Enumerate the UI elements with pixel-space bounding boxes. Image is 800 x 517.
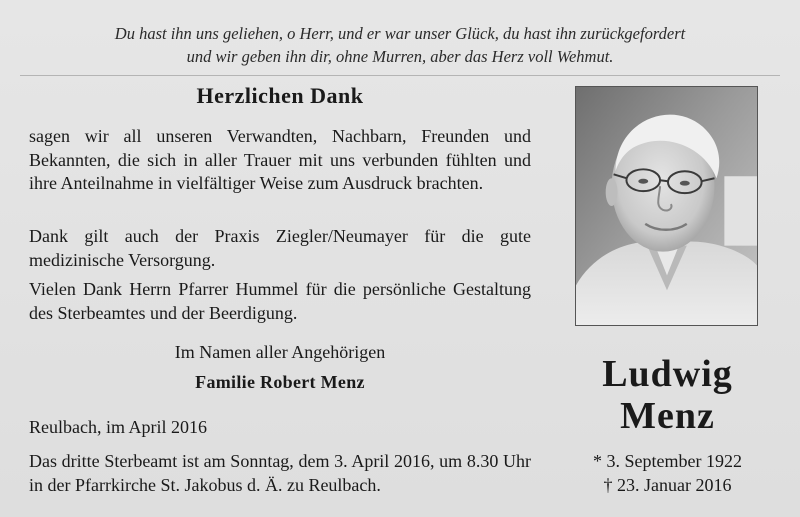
- divider: [20, 75, 780, 76]
- family-name: Familie Robert Menz: [195, 372, 365, 392]
- first-name: Ludwig: [602, 353, 733, 395]
- life-dates: [560, 450, 775, 497]
- thanks-paragraph-2: Dank gilt auch der Praxis Ziegler/Neumayer für die gute medizinische Versorgung.: [29, 226, 531, 270]
- place-date: Reulbach, im April 2016: [29, 417, 207, 437]
- portrait-image: [576, 87, 757, 325]
- deceased-name: [560, 353, 775, 437]
- verse: [20, 22, 780, 68]
- thanks-heading: Herzlichen Dank: [196, 83, 364, 108]
- thanks-paragraph-3: Vielen Dank Herrn Pfarrer Hummel für die persönliche Gestaltung des Sterbeamtes und der Beerdigung.: [29, 279, 531, 323]
- mass-notice: Das dritte Sterbeamt ist am Sonntag, dem 3. April 2016, um 8.30 Uhr in der Pfarrkirche St. Jakobus d. Ä. zu Reulbach.: [29, 451, 531, 495]
- last-name: Menz: [620, 395, 715, 437]
- signature-intro: Im Namen aller Angehörigen: [174, 342, 386, 362]
- death-date: † 23. Januar 2016: [603, 474, 732, 495]
- thanks-paragraph-1: sagen wir all unseren Verwandten, Nachbarn, Freunden und Bekannten, die sich in aller Trauer mit uns verbunden fühlten und ihre Anteilnahme in vielfältiger Weise zum Ausdruck brachten.: [29, 126, 531, 193]
- verse-line-2: und wir geben ihn dir, ohne Murren, aber das Herz voll Wehmut.: [186, 47, 614, 66]
- birth-date: * 3. September 1922: [593, 451, 742, 471]
- portrait-photo: [575, 86, 758, 326]
- verse-line-1: Du hast ihn uns geliehen, o Herr, und er war unser Glück, du hast ihn zurückgefordert: [114, 24, 686, 43]
